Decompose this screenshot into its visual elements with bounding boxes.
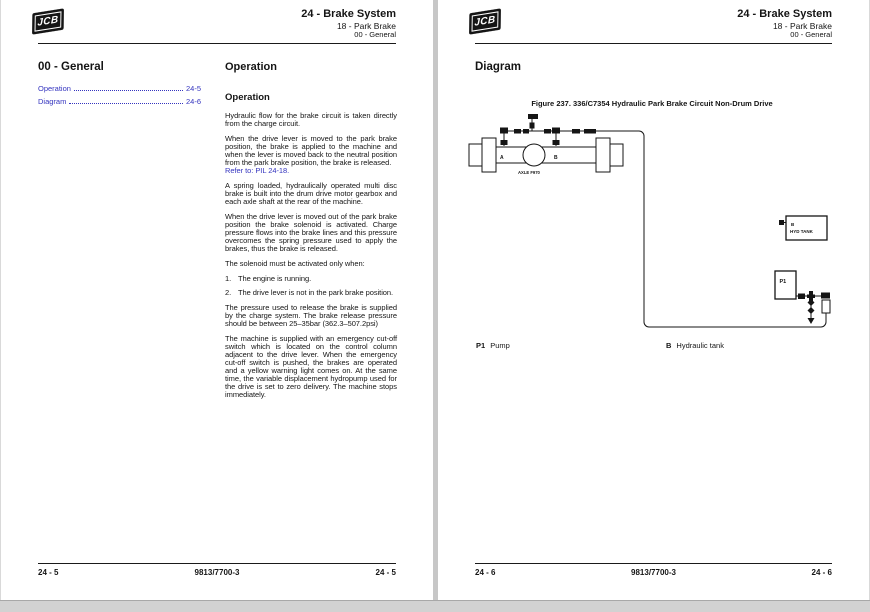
tank-symbol <box>786 216 827 240</box>
toc-dotted-leader <box>74 85 183 91</box>
hose-fitting <box>523 129 529 134</box>
window-bottom-edge <box>0 600 870 612</box>
list-item <box>225 275 397 283</box>
footer-page-left: 24 - 6 <box>475 568 496 577</box>
header-subsection: 00 - General <box>790 30 832 40</box>
legend-desc: Hydraulic tank <box>676 341 724 350</box>
list-item-number: 1. <box>225 274 232 284</box>
paragraph: The machine is supplied with an emergency cut-off switch which is located on the control column adjacent to the drive lever. When the emergency cut-off switch is pushed, the brakes are operated and a yellow warning light comes on. At the same time, the variable displacement hydropump used for the drive is set to zero delivery. The machine stops immediately. <box>225 333 397 399</box>
table-of-contents <box>38 84 201 109</box>
toc-dotted-leader <box>69 98 183 104</box>
page-header <box>301 8 396 40</box>
page-footer <box>475 563 832 577</box>
inline-component <box>822 300 830 313</box>
body-column <box>225 61 397 406</box>
tank-text-label: HYD TANK <box>790 229 813 234</box>
toc-page-number: 24-5 <box>185 84 201 93</box>
list-item <box>225 289 397 297</box>
hose-fitting <box>514 129 521 134</box>
toc-label: Operation <box>38 84 71 93</box>
legend-item-tank <box>666 341 724 350</box>
list-item-text: The engine is running. <box>238 274 312 284</box>
paragraph <box>225 135 397 175</box>
refer-to-link[interactable]: Refer to: PIL 24-18. <box>225 166 290 176</box>
paragraph: The solenoid must be activated only when: <box>225 259 365 269</box>
operation-subheading: Operation <box>225 92 270 103</box>
header-section: 18 - Park Brake <box>772 20 832 31</box>
legend-item-pump <box>476 341 510 350</box>
header-section: 18 - Park Brake <box>336 20 396 31</box>
page-footer <box>38 563 396 577</box>
paragraph-text: When the drive lever is moved to the park brake position, the brake is applied to the machine and when the lever is moved back to the neutral position from the park brake position, the brake is released. <box>225 134 397 168</box>
toc-label: Diagram <box>38 96 67 106</box>
manual-page-24-6 <box>438 0 869 600</box>
jcb-logo-icon: JCB <box>32 8 64 34</box>
footer-page-right: 24 - 6 <box>811 568 832 577</box>
list-item-number: 2. <box>225 287 232 297</box>
header-rule <box>38 43 396 44</box>
paragraph: Hydraulic flow for the brake circuit is taken directly from the charge circuit. <box>225 111 397 129</box>
legend-desc: Pump <box>490 341 510 350</box>
legend-key: P1 <box>476 341 486 350</box>
hose-fitting <box>572 129 580 134</box>
figure-caption: Figure 237. 336/C7354 Hydraulic Park Brake Circuit Non-Drum Drive <box>531 99 773 108</box>
section-title: Diagram <box>475 61 522 73</box>
legend-key: B <box>666 341 672 350</box>
toc-link-operation[interactable] <box>38 84 201 93</box>
paragraph: When the drive lever is moved out of the park brake position the brake solenoid is activated. Charge pressure flows into the brake lines and this pressure overcomes the spring pressure used to apply the brakes, thus the brake is released. <box>225 212 397 254</box>
elbow-fitting <box>821 293 830 299</box>
flow-arrow <box>808 318 815 324</box>
footer-publication-number: 9813/7700-3 <box>631 568 676 577</box>
header-chapter: 24 - Brake System <box>737 8 832 20</box>
list-item-text: The drive lever is not in the park brake position. <box>238 287 394 297</box>
pump-symbol <box>775 271 796 299</box>
jcb-logo-icon: JCB <box>469 8 501 34</box>
footer-publication-number: 9813/7700-3 <box>194 568 240 577</box>
paragraph: The pressure used to release the brake is supplied by the charge system. The brake release pressure should be between 25–35bar (362.3–507.2psi) <box>225 302 397 328</box>
header-subsection: 00 - General <box>354 30 396 40</box>
manual-page-24-5 <box>1 0 433 600</box>
port-a-label: A <box>500 155 504 161</box>
footer-page-right: 24 - 5 <box>375 568 396 577</box>
header-chapter: 24 - Brake System <box>301 8 396 20</box>
axle-label: AXLE F970 <box>518 170 540 175</box>
hose-fitting <box>544 129 551 134</box>
port-b-label: B <box>554 155 558 161</box>
tank-letter-label: B <box>791 222 795 227</box>
differential-symbol <box>523 144 545 166</box>
footer-page-left: 24 - 5 <box>38 568 59 577</box>
toc-link-diagram[interactable] <box>38 97 201 106</box>
paragraph: A spring loaded, hydraulically operated multi disc brake is built into the drum drive motor gearbox and each axle shaft at the rear of the machine. <box>225 181 397 207</box>
section-title: 00 - General <box>38 61 104 73</box>
toc-page-number: 24-6 <box>185 96 201 106</box>
hydraulic-circuit-diagram <box>438 0 869 612</box>
hose-fitting <box>584 129 596 134</box>
operation-heading: Operation <box>225 61 277 73</box>
numbered-list <box>225 275 397 297</box>
pump-p1-label: P1 <box>779 279 787 285</box>
